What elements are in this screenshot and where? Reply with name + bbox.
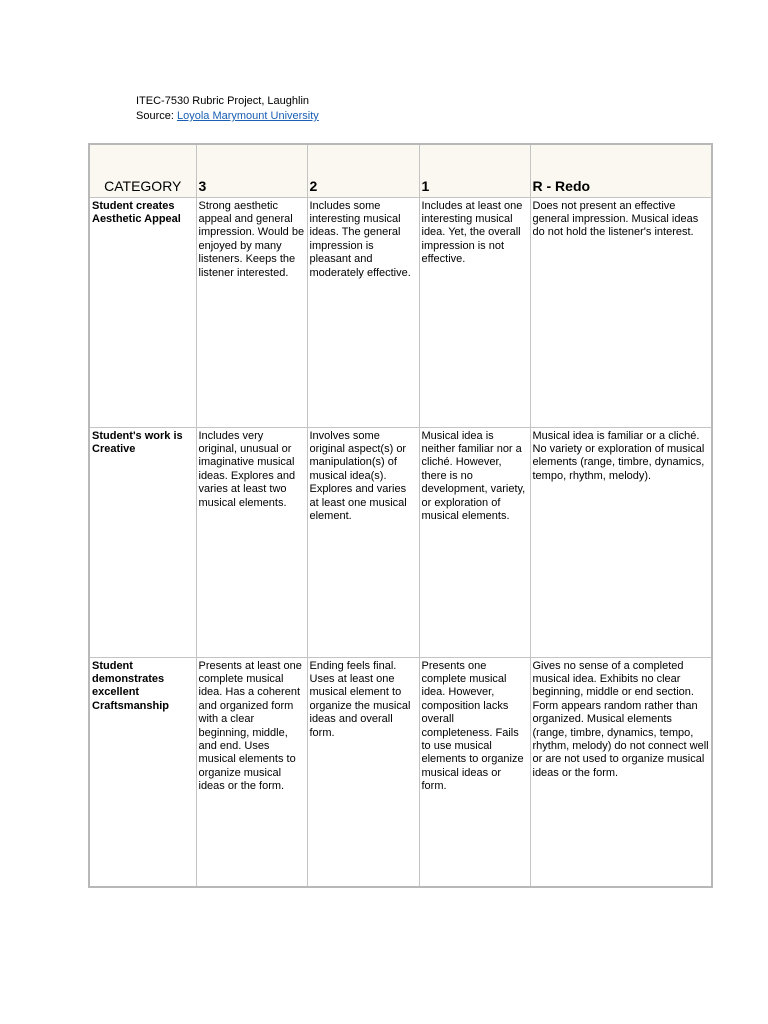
document-title: ITEC-7530 Rubric Project, Laughlin (136, 95, 310, 107)
source-link[interactable]: Loyola Marymount University (176, 110, 319, 122)
rubric-table (88, 143, 713, 888)
criterion-label: Student creates Aesthetic Appeal (89, 197, 196, 427)
rubric-cell: Includes very original, unusual or imaginative musical ideas. Explores and varies at least two musical elements. (196, 427, 307, 657)
header-category: CATEGORY (89, 144, 196, 197)
criterion-label: Student demonstrates excellent Craftsmanship (89, 657, 196, 887)
rubric-cell: Musical idea is neither familiar nor a cliché. However, there is no development, variety, or exploration of musical elements. (419, 427, 530, 657)
table-row (89, 427, 712, 657)
header-level-redo: R - Redo (530, 144, 712, 197)
criterion-label: Student's work is Creative (89, 427, 196, 657)
rubric-cell: Ending feels final. Uses at least one musical element to organize the musical ideas and overall form. (307, 657, 419, 887)
document-header (136, 94, 319, 124)
rubric-cell: Musical idea is familiar or a cliché. No variety or exploration of musical elements (range, timbre, dynamics, tempo, rhythm, melody). (530, 427, 712, 657)
header-level-3: 3 (196, 144, 307, 197)
rubric-cell: Presents one complete musical idea. However, composition lacks overall completeness. Fails to use musical elements to organize musical ideas or form. (419, 657, 530, 887)
header-level-2: 2 (307, 144, 419, 197)
rubric-cell: Gives no sense of a completed musical idea. Exhibits no clear beginning, middle or end section. Form appears random rather than organized. Musical elements (range, timbre, dynamics, tempo, rhythm, melody) do not connect well or are not used to organize musical ideas or the form. (530, 657, 712, 887)
table-row (89, 197, 712, 427)
rubric-cell: Includes some interesting musical ideas. The general impression is pleasant and moderately effective. (307, 197, 419, 427)
rubric-cell: Does not present an effective general impression. Musical ideas do not hold the listener's interest. (530, 197, 712, 427)
source-label: Source: (136, 110, 177, 122)
rubric-cell: Involves some original aspect(s) or manipulation(s) of musical idea(s). Explores and varies at least one musical element. (307, 427, 419, 657)
table-row (89, 657, 712, 887)
rubric-cell: Strong aesthetic appeal and general impression. Would be enjoyed by many listeners. Keeps the listener interested. (196, 197, 307, 427)
rubric-cell: Presents at least one complete musical idea. Has a coherent and organized form with a clear beginning, middle, and end. Uses musical elements to organize musical ideas or the form. (196, 657, 307, 887)
header-row (89, 144, 712, 197)
header-level-1: 1 (419, 144, 530, 197)
rubric-cell: Includes at least one interesting musical idea. Yet, the overall impression is not effective. (419, 197, 530, 427)
source-line (136, 109, 319, 124)
